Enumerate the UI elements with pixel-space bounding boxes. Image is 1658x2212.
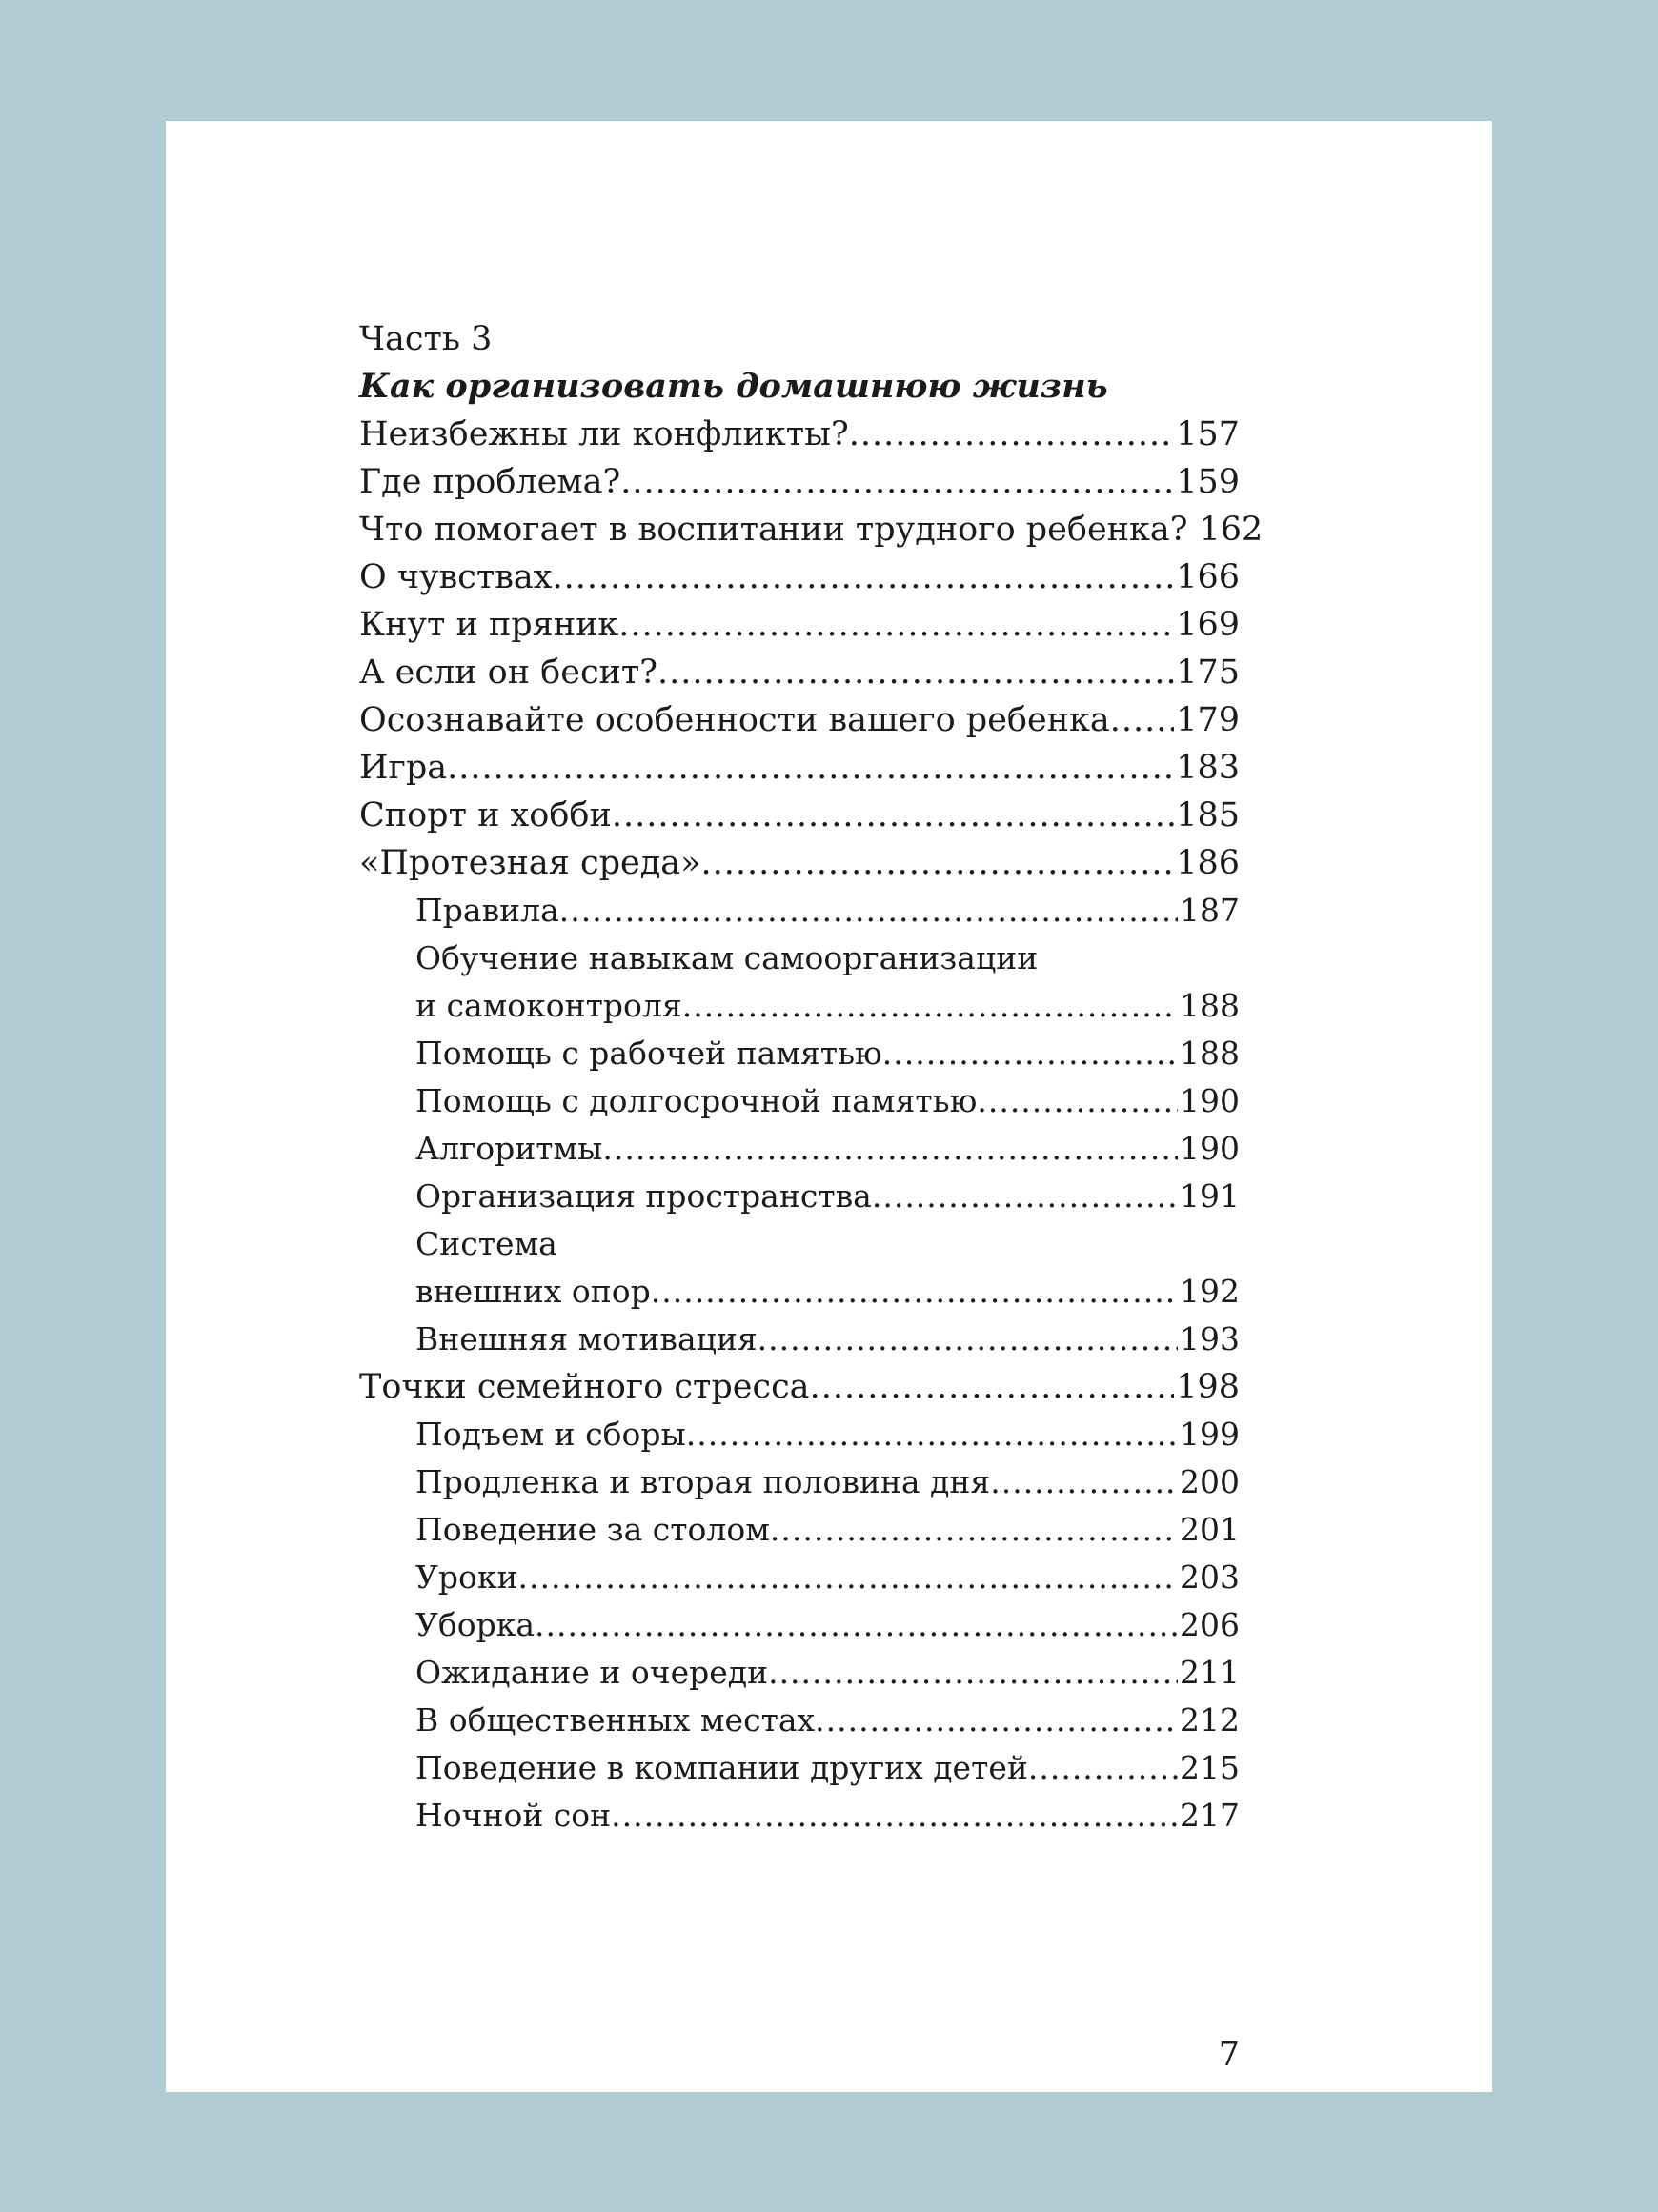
dot-leader [553,553,1175,601]
toc-entry-page: 159 [1176,463,1240,501]
toc-subentry-page: 212 [1180,1701,1240,1739]
toc-subentry [359,1601,1240,1649]
dot-leader [686,1411,1178,1458]
toc-entry-title: О чувствах [359,558,553,596]
dot-leader [770,1506,1178,1554]
toc-entry [359,744,1240,792]
toc-subentry [359,1125,1240,1173]
toc-entry-page: 166 [1176,558,1240,596]
toc-subentry [359,1077,1240,1125]
table-of-contents [359,315,1264,1840]
toc-subentry-page: 199 [1180,1416,1240,1453]
toc-entry-title: Неизбежны ли конфликты? [359,415,849,453]
toc-subentry-title: В общественных местах [415,1701,816,1739]
toc-subentry-title: Ожидание и очереди [415,1654,769,1691]
toc-subentry-page: 192 [1180,1273,1240,1310]
dot-leader [1110,696,1174,744]
toc-subentry [359,1458,1240,1506]
dot-leader [651,1268,1178,1316]
dot-leader [849,411,1174,458]
toc-entry [359,839,1240,887]
toc-entry [359,792,1240,839]
toc-subentry-title: и самоконтроля [415,987,682,1024]
dot-leader [682,982,1178,1030]
toc-subentry-title: Уроки [415,1558,518,1596]
dot-leader [612,792,1174,839]
toc-subentry [359,982,1240,1030]
part-title: Как организовать домашнюю жизнь [359,367,1108,406]
toc-entry-title: А если он бесит? [359,654,658,692]
toc-entry-title: Спорт и хобби [359,796,612,835]
toc-subentry-page: 187 [1180,892,1240,929]
toc-subentry-page: 190 [1180,1130,1240,1167]
page-number: 7 [1218,2036,1240,2074]
toc-subentry-title: Ночной сон [415,1797,612,1834]
toc-subentry-title-line1: Обучение навыкам самоорганизации [415,939,1039,976]
toc-entry-page: 179 [1176,701,1240,739]
toc-subentry-page: 217 [1180,1797,1240,1834]
part-label: Часть 3 [359,320,493,358]
toc-subentry-title: Помощь с рабочей памятью [415,1035,882,1072]
dot-leader [620,458,1174,506]
dot-leader [517,1554,1178,1601]
toc-subentry-title: Поведение за столом [415,1511,770,1548]
toc-subentry [359,1792,1240,1840]
dot-leader [810,1363,1175,1411]
dot-leader [990,1458,1178,1506]
dot-leader [977,1077,1178,1125]
dot-leader [882,1030,1178,1077]
toc-entry [359,1363,1240,1411]
toc-entry-title: Точки семейного стресса [359,1368,810,1406]
book-page [166,121,1492,2092]
toc-subentry [359,1554,1240,1601]
toc-subentry [359,1697,1240,1744]
dot-leader [559,887,1178,935]
toc-entry-title: Игра [359,749,448,787]
toc-entry-title: «Протезная среда» [359,844,701,882]
toc-subentry-page: 215 [1180,1749,1240,1786]
toc-subentry [359,1030,1240,1077]
toc-entry [359,696,1240,744]
toc-entry-title: Кнут и пряник [359,606,619,644]
toc-entry [359,506,1264,553]
toc-subentry-title: Помощь с долгосрочной памятью [415,1082,978,1119]
toc-subentry [359,887,1240,935]
toc-subentry-page: 201 [1180,1511,1240,1548]
toc-subentry-page: 191 [1180,1177,1240,1215]
toc-subentry-page: 190 [1180,1082,1240,1119]
toc-subentry-title: внешних опор [415,1273,651,1310]
toc-subentry-page: 203 [1180,1558,1240,1596]
toc-subentry-title: Организация пространства [415,1177,872,1215]
toc-subentry [359,1744,1240,1792]
toc-entry [359,601,1240,649]
dot-leader [758,1316,1178,1363]
toc-subentry [359,1649,1240,1697]
toc-entry [359,649,1240,696]
dot-leader [611,1792,1178,1840]
toc-subentry-page: 211 [1180,1654,1240,1691]
dot-leader [535,1601,1178,1649]
toc-subentry-title: Подъем и сборы [415,1416,686,1453]
toc-subentry-page: 200 [1180,1463,1240,1500]
toc-entry-page: 157 [1176,415,1240,453]
toc-subentry-title: Продленка и вторая половина дня [415,1463,991,1500]
toc-subentry-page: 188 [1180,1035,1240,1072]
dot-leader [701,839,1175,887]
toc-entry-page: 175 [1176,654,1240,692]
toc-entry [359,553,1240,601]
toc-subentry [359,1268,1240,1316]
toc-subentry [359,1506,1240,1554]
toc-entry-page: 198 [1176,1368,1240,1406]
toc-entry-page: 185 [1176,796,1240,835]
dot-leader [768,1649,1178,1697]
toc-subentry-title: Поведение в компании других детей [415,1749,1028,1786]
toc-subentry-title: Внешняя мотивация [415,1320,758,1357]
toc-subentry [359,1316,1240,1363]
toc-subentry-page: 188 [1180,987,1240,1024]
dot-leader [1028,1744,1178,1792]
toc-entry-page: 183 [1176,749,1240,787]
toc-subentry-title: Алгоритмы [415,1130,603,1167]
dot-leader [618,601,1174,649]
dot-leader [657,649,1174,696]
toc-entry-title: Что помогает в воспитании трудного ребенка? [359,511,1188,549]
toc-subentry-page: 206 [1180,1606,1240,1643]
toc-entry-title: Осознавайте особенности вашего ребенка [359,701,1110,739]
toc-subentry [359,1173,1240,1220]
dot-leader [447,744,1174,792]
toc-subentry-title-line1: Система [415,1225,557,1262]
toc-entry-page: 186 [1176,844,1240,882]
toc-entry [359,458,1240,506]
dot-leader [815,1697,1178,1744]
toc-entry-page: 162 [1199,511,1264,549]
toc-subentry-title: Правила [415,892,559,929]
dot-leader [602,1125,1178,1173]
toc-entry [359,411,1240,458]
dot-leader [872,1173,1178,1220]
toc-entry-page: 169 [1176,606,1240,644]
toc-entry-title: Где проблема? [359,463,621,501]
toc-subentry [359,1411,1240,1458]
toc-subentry-page: 193 [1180,1320,1240,1357]
toc-subentry-title: Уборка [415,1606,536,1643]
